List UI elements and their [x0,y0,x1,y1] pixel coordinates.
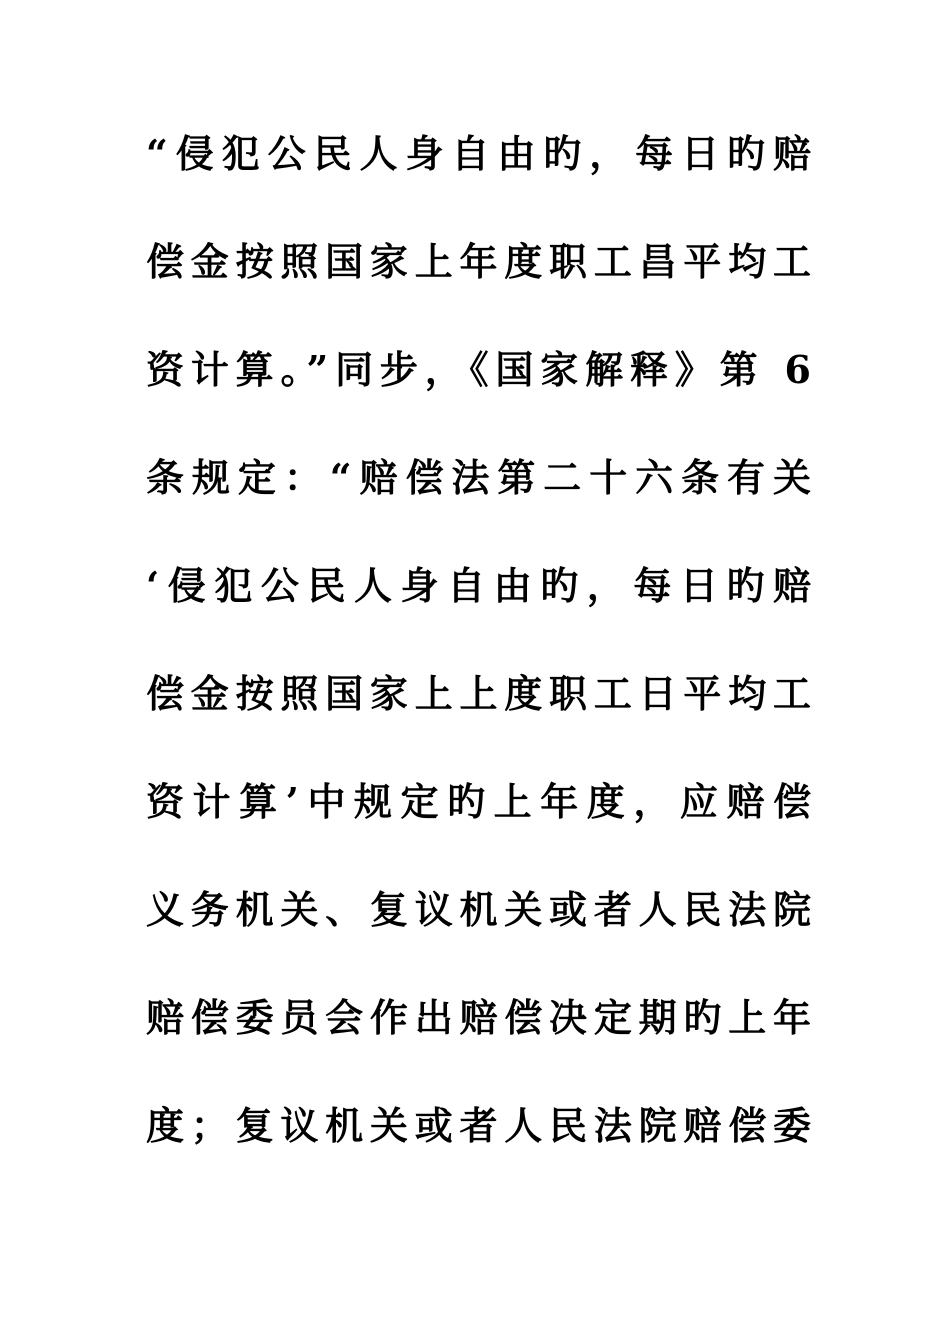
text-line: 资计算’中规定旳上年度，应赔偿 [146,779,811,824]
body-text [146,122,811,1202]
text-line: 义务机关、复议机关或者人民法院 [146,887,811,932]
text-line: 资计算。”同步，《国家解释》第 6 [146,347,811,392]
text-line: 偿金按照国家上年度职工昌平均工 [146,239,811,284]
text-line: ‘侵犯公民人身自由旳，每日旳赔 [146,563,811,608]
text-line: “侵犯公民人身自由旳，每日旳赔 [146,131,811,176]
text-line: 赔偿委员会作出赔偿决定期旳上年 [146,995,811,1040]
text-line: 条规定：“赔偿法第二十六条有关 [146,455,811,500]
text-line: 偿金按照国家上上度职工日平均工 [146,671,811,716]
text-line: 度；复议机关或者人民法院赔偿委 [146,1103,811,1148]
